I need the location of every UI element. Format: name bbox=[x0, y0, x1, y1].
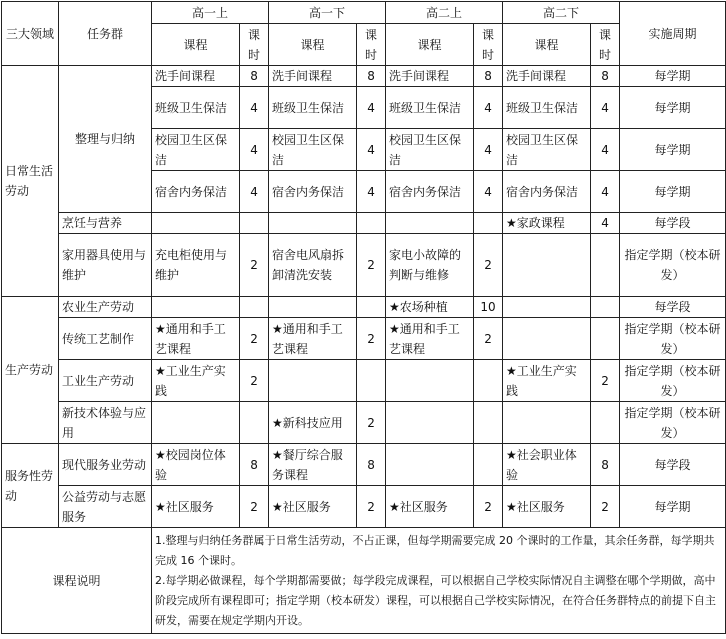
course-cell bbox=[386, 213, 474, 234]
hours-cell bbox=[474, 213, 503, 234]
course-cell: ★新科技应用 bbox=[269, 402, 357, 444]
course-cell: 充电柜使用与维护 bbox=[152, 234, 240, 297]
course-cell: ★通用和手工艺课程 bbox=[152, 318, 240, 360]
hours-cell: 8 bbox=[474, 66, 503, 87]
hours-cell: 4 bbox=[591, 87, 620, 129]
period-cell: 指定学期（校本研发） bbox=[620, 234, 726, 297]
header-task-group: 任务群 bbox=[59, 2, 152, 66]
course-cell: ★通用和手工艺课程 bbox=[269, 318, 357, 360]
period-cell: 每学期 bbox=[620, 66, 726, 87]
table-row bbox=[2, 66, 726, 87]
hours-cell bbox=[591, 297, 620, 318]
task-group-cell: 工业生产劳动 bbox=[59, 360, 152, 402]
course-plan-document bbox=[1, 1, 725, 637]
course-cell: 宿舍内务保洁 bbox=[386, 171, 474, 213]
course-cell: 洗手间课程 bbox=[269, 66, 357, 87]
course-cell bbox=[503, 402, 591, 444]
course-cell: ★校园岗位体验 bbox=[152, 444, 240, 486]
hours-cell: 2 bbox=[474, 318, 503, 360]
header-hours: 课时 bbox=[357, 24, 386, 66]
header-course: 课程 bbox=[152, 24, 240, 66]
hours-cell: 4 bbox=[357, 171, 386, 213]
header-hours: 课时 bbox=[240, 24, 269, 66]
header-period: 实施周期 bbox=[620, 2, 726, 66]
hours-cell bbox=[474, 402, 503, 444]
course-cell: 宿舍电风扇拆卸清洗安装 bbox=[269, 234, 357, 297]
period-cell: 指定学期（校本研发） bbox=[620, 318, 726, 360]
hours-cell: 8 bbox=[240, 444, 269, 486]
notes-content bbox=[152, 528, 726, 634]
header-course: 课程 bbox=[503, 24, 591, 66]
hours-cell bbox=[591, 402, 620, 444]
hours-cell: 8 bbox=[357, 66, 386, 87]
header-grade-1a: 高一上 bbox=[152, 2, 269, 24]
hours-cell: 2 bbox=[240, 360, 269, 402]
hours-cell: 2 bbox=[240, 234, 269, 297]
hours-cell: 2 bbox=[474, 486, 503, 528]
course-cell: 校园卫生区保洁 bbox=[269, 129, 357, 171]
hours-cell bbox=[591, 234, 620, 297]
course-cell: 洗手间课程 bbox=[386, 66, 474, 87]
hours-cell: 4 bbox=[591, 129, 620, 171]
header-grade-2a: 高二上 bbox=[386, 2, 503, 24]
table-row bbox=[2, 297, 726, 318]
course-cell: ★社区服务 bbox=[386, 486, 474, 528]
hours-cell bbox=[240, 402, 269, 444]
course-cell: 校园卫生区保洁 bbox=[503, 129, 591, 171]
task-group-cell: 农业生产劳动 bbox=[59, 297, 152, 318]
course-cell: ★社会职业体验 bbox=[503, 444, 591, 486]
period-cell: 每学期 bbox=[620, 129, 726, 171]
task-group-cell: 新技术体验与应用 bbox=[59, 402, 152, 444]
hours-cell: 2 bbox=[357, 402, 386, 444]
note-item: 1.整理与归纳任务群属于日常生活劳动，不占正课，但每学期需要完成 20 个课时的工作量，其余任务群，每学期共完成 16 个课时。 bbox=[155, 533, 715, 567]
course-cell bbox=[386, 360, 474, 402]
task-group-cell: 公益劳动与志愿服务 bbox=[59, 486, 152, 528]
hours-cell: 8 bbox=[240, 66, 269, 87]
table-row bbox=[2, 486, 726, 528]
hours-cell bbox=[591, 318, 620, 360]
hours-cell bbox=[357, 297, 386, 318]
hours-cell: 8 bbox=[591, 66, 620, 87]
course-cell bbox=[152, 297, 240, 318]
hours-cell: 4 bbox=[591, 171, 620, 213]
course-cell: 宿舍内务保洁 bbox=[503, 171, 591, 213]
hours-cell: 4 bbox=[240, 171, 269, 213]
table-row bbox=[2, 402, 726, 444]
hours-cell: 2 bbox=[240, 486, 269, 528]
course-cell: ★社区服务 bbox=[269, 486, 357, 528]
course-cell: ★工业生产实践 bbox=[503, 360, 591, 402]
hours-cell: 2 bbox=[357, 486, 386, 528]
course-cell bbox=[269, 213, 357, 234]
course-cell: ★农场种植 bbox=[386, 297, 474, 318]
hours-cell: 2 bbox=[474, 234, 503, 297]
course-cell: ★社区服务 bbox=[152, 486, 240, 528]
task-group-cell: 现代服务业劳动 bbox=[59, 444, 152, 486]
course-cell bbox=[503, 318, 591, 360]
notes-label: 课程说明 bbox=[2, 528, 152, 634]
labor-course-table bbox=[1, 1, 726, 634]
header-domains: 三大领域 bbox=[2, 2, 59, 66]
domain-cell: 服务性劳动 bbox=[2, 444, 59, 528]
hours-cell: 8 bbox=[357, 444, 386, 486]
domain-cell: 生产劳动 bbox=[2, 297, 59, 444]
course-cell bbox=[386, 444, 474, 486]
course-cell: ★通用和手工艺课程 bbox=[386, 318, 474, 360]
period-cell: 每学段 bbox=[620, 213, 726, 234]
header-course: 课程 bbox=[269, 24, 357, 66]
hours-cell: 2 bbox=[591, 486, 620, 528]
course-cell: 家电小故障的判断与维修 bbox=[386, 234, 474, 297]
table-row bbox=[2, 213, 726, 234]
header-grade-1b: 高一下 bbox=[269, 2, 386, 24]
task-group-cell: 传统工艺制作 bbox=[59, 318, 152, 360]
period-cell: 每学段 bbox=[620, 444, 726, 486]
course-cell bbox=[386, 402, 474, 444]
task-group-cell: 烹饪与营养 bbox=[59, 213, 152, 234]
course-cell: ★社区服务 bbox=[503, 486, 591, 528]
course-cell bbox=[269, 360, 357, 402]
period-cell: 每学段 bbox=[620, 297, 726, 318]
course-cell: 洗手间课程 bbox=[152, 66, 240, 87]
table-row bbox=[2, 360, 726, 402]
hours-cell: 8 bbox=[591, 444, 620, 486]
hours-cell: 2 bbox=[357, 234, 386, 297]
hours-cell: 4 bbox=[357, 129, 386, 171]
course-cell: ★工业生产实践 bbox=[152, 360, 240, 402]
hours-cell: 2 bbox=[357, 318, 386, 360]
note-item: 2.每学期必做课程，每个学期都需要做；每学段完成课程，可以根据自己学校实际情况自主调整在哪个学期做，高中阶段完成所有课程即可；指定学期（校本研发）课程，可以根据自己学校实际情况，在符合任务群特点的前提下自主研发，需要在规定学期内开设。 bbox=[155, 573, 716, 627]
course-cell: 洗手间课程 bbox=[503, 66, 591, 87]
header-grade-2b: 高二下 bbox=[503, 2, 620, 24]
domain-cell: 日常生活劳动 bbox=[2, 66, 59, 297]
hours-cell bbox=[357, 360, 386, 402]
table-row bbox=[2, 444, 726, 486]
header-hours: 课时 bbox=[591, 24, 620, 66]
header-hours: 课时 bbox=[474, 24, 503, 66]
course-cell: 班级卫生保洁 bbox=[503, 87, 591, 129]
course-cell: 班级卫生保洁 bbox=[152, 87, 240, 129]
hours-cell: 4 bbox=[474, 87, 503, 129]
course-cell: 校园卫生区保洁 bbox=[386, 129, 474, 171]
notes-row bbox=[2, 528, 726, 634]
period-cell: 每学期 bbox=[620, 486, 726, 528]
hours-cell: 4 bbox=[240, 87, 269, 129]
course-cell: ★餐厅综合服务课程 bbox=[269, 444, 357, 486]
hours-cell bbox=[240, 213, 269, 234]
course-cell bbox=[152, 402, 240, 444]
course-cell: 班级卫生保洁 bbox=[269, 87, 357, 129]
table-row bbox=[2, 234, 726, 297]
course-cell: 校园卫生区保洁 bbox=[152, 129, 240, 171]
course-cell bbox=[503, 234, 591, 297]
hours-cell bbox=[357, 213, 386, 234]
header-row-grades bbox=[2, 2, 726, 24]
course-cell bbox=[152, 213, 240, 234]
course-cell bbox=[503, 297, 591, 318]
hours-cell bbox=[474, 444, 503, 486]
header-course: 课程 bbox=[386, 24, 474, 66]
hours-cell: 4 bbox=[357, 87, 386, 129]
period-cell: 指定学期（校本研发） bbox=[620, 360, 726, 402]
hours-cell: 2 bbox=[591, 360, 620, 402]
period-cell: 指定学期（校本研发） bbox=[620, 402, 726, 444]
table-row bbox=[2, 318, 726, 360]
period-cell: 每学期 bbox=[620, 87, 726, 129]
hours-cell: 4 bbox=[474, 129, 503, 171]
hours-cell: 4 bbox=[591, 213, 620, 234]
task-group-cell: 家用器具使用与维护 bbox=[59, 234, 152, 297]
course-cell: 班级卫生保洁 bbox=[386, 87, 474, 129]
hours-cell: 4 bbox=[474, 171, 503, 213]
course-cell bbox=[269, 297, 357, 318]
hours-cell bbox=[240, 297, 269, 318]
task-group-cell: 整理与归纳 bbox=[59, 66, 152, 213]
course-cell: 宿舍内务保洁 bbox=[152, 171, 240, 213]
course-cell: ★家政课程 bbox=[503, 213, 591, 234]
course-cell: 宿舍内务保洁 bbox=[269, 171, 357, 213]
hours-cell: 10 bbox=[474, 297, 503, 318]
hours-cell: 2 bbox=[240, 318, 269, 360]
hours-cell bbox=[474, 360, 503, 402]
period-cell: 每学期 bbox=[620, 171, 726, 213]
hours-cell: 4 bbox=[240, 129, 269, 171]
